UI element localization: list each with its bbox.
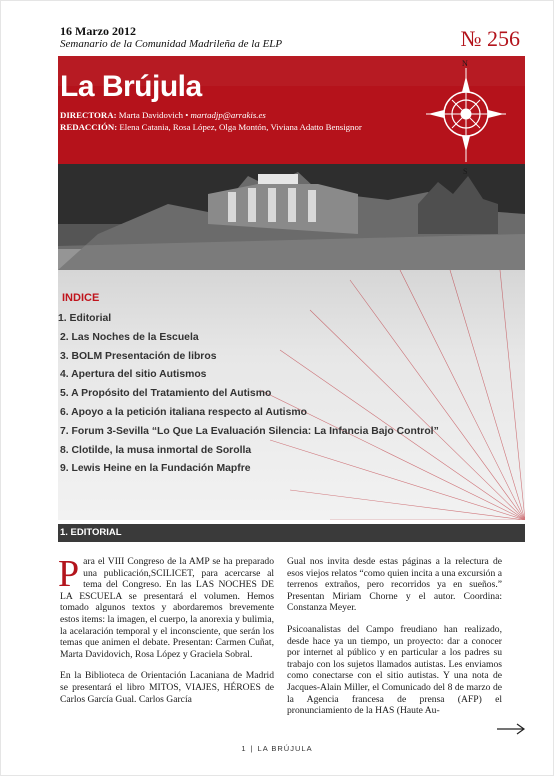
redaccion-label: REDACCIÓN: xyxy=(60,122,118,132)
editorial-heading: 1. EDITORIAL xyxy=(60,527,122,538)
dropcap: P xyxy=(58,553,80,595)
index-item[interactable]: 6. Apoyo a la petición italiana respecto al Autismo xyxy=(60,406,307,418)
building-photo-illustration xyxy=(58,164,525,270)
editorial-bar xyxy=(58,524,525,542)
editorial-paragraph: Psicoanalistas del Campo freudiano han realizado, desde hace ya un tiempo, un proyecto: dar a conocer por internet al público y en particular a los padres su trabajo con los sujetos llamados autistas. Les enviamos como conectarse con el sitio autistas. Y una nota de Jacques-Alain Miller, el Comunicado del 8 de marzo de la Agencia francesa de prensa (AFP) el pronunciamiento de la HAS (Haute Au- xyxy=(287,623,502,717)
index-item[interactable]: 2. Las Noches de la Escuela xyxy=(60,331,199,343)
index-title: INDICE xyxy=(62,292,100,304)
index-item[interactable]: 1. Editorial xyxy=(58,313,112,324)
redaccion-names: Elena Catania, Rosa López, Olga Montón, Viviana Adatto Bensignor xyxy=(119,122,362,132)
editorial-paragraph xyxy=(58,553,274,660)
editorial-paragraph: En la Biblioteca de Orientación Lacaniana de Madrid se presentará el libro MITOS, VIAJES, HÉROES de Carlos García Gual. Carlos García xyxy=(60,670,274,705)
publication-subtitle: Semanario de la Comunidad Madrileña de la ELP xyxy=(60,38,283,50)
next-page-arrow-icon[interactable] xyxy=(496,722,526,736)
index-item[interactable]: 5. A Propósito del Tratamiento del Autismo xyxy=(60,388,272,400)
index-list xyxy=(58,310,439,479)
issue-number: № 256 xyxy=(460,26,520,51)
compass-n-label: N xyxy=(462,59,468,68)
index-item[interactable]: 7. Forum 3-Sevilla “Lo Que La Evaluación Silencia: La Infancia Bajo Control” xyxy=(60,425,439,437)
index-item[interactable]: 8. Clotilde, la musa inmortal de Sorolla xyxy=(60,444,252,456)
compass-s-label: S xyxy=(463,167,468,176)
credits-block xyxy=(60,109,362,133)
index-item[interactable]: 3. BOLM Presentación de libros xyxy=(60,350,217,362)
index-item[interactable]: 4. Apertura del sitio Autismos xyxy=(60,369,207,381)
compass-icon xyxy=(416,56,516,176)
directora-name: Marta Davidovich • xyxy=(118,110,189,120)
editorial-paragraph: Gual nos invita desde estas páginas a la relectura de esos viejos relatos “como quien incita a una excursión a terrenos extraños, pero recorridos ya en sueños.” Presentan Miriam Chorne y el autor. Coordina: Constanza Meyer. xyxy=(287,556,502,614)
page-number: 1 xyxy=(241,744,247,753)
redaccion-line xyxy=(60,121,362,133)
directora-email[interactable]: martadjp@arrakis.es xyxy=(190,110,266,120)
header-photo xyxy=(58,164,525,270)
masthead-title: La Brújula xyxy=(60,70,202,103)
index-item[interactable]: 9. Lewis Heine en la Fundación Mapfre xyxy=(60,463,251,475)
page-footer xyxy=(0,744,554,753)
footer-name: LA BRÚJULA xyxy=(257,744,313,753)
directora-line xyxy=(60,109,362,121)
issue-date: 16 Marzo 2012 xyxy=(60,24,136,38)
footer-separator: | xyxy=(250,744,254,753)
editorial-column-2 xyxy=(287,556,502,727)
editorial-column-1 xyxy=(58,553,274,715)
editorial-text: ara el VIII Congreso de la AMP se ha preparado una publicación,SCILICET, para acercarse al tema del Congreso. En las LAS NOCHES DE LA ESCUELA se presentará el volumen. Hemos tomado algunos textos y abordaremos brevemente estos items: la imagen, el cuerpo, la anorexia y bulimia, la acelaración temporal y el inconsciente, que serán los temas que animen el debate. Presentan: Carmen Cuñat, Marta Davidovich, Rosa López y Graciela Sobral. xyxy=(60,556,274,660)
directora-label: DIRECTORA: xyxy=(60,110,117,120)
